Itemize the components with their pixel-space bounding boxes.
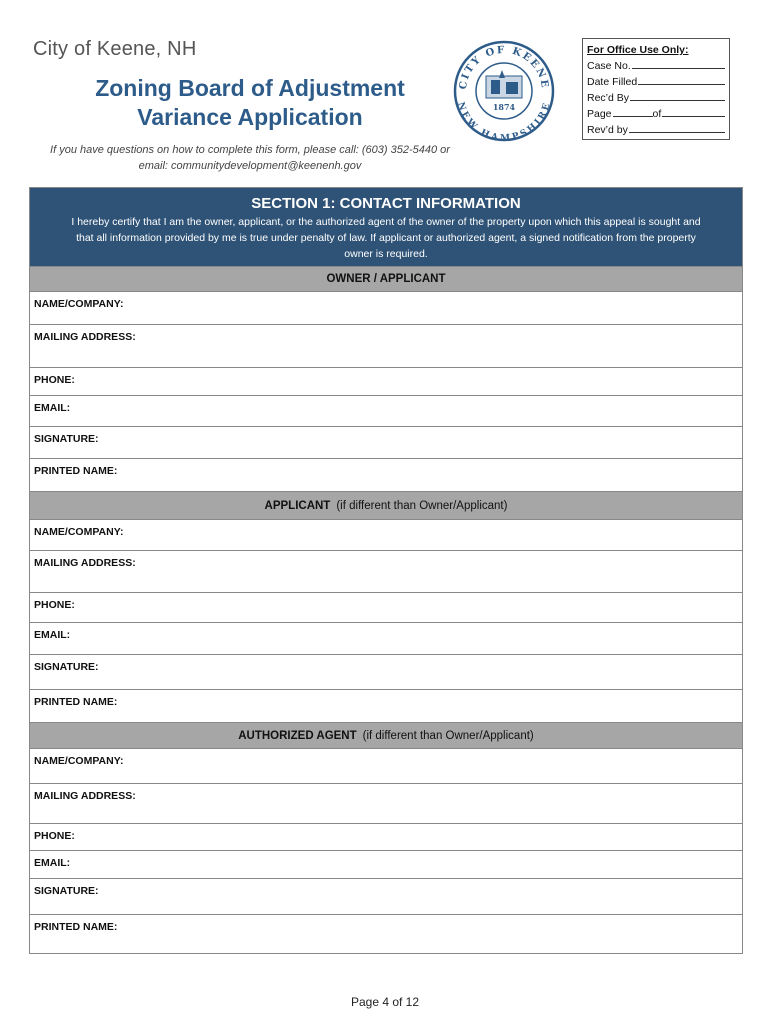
agent-email-field[interactable] [30, 850, 742, 878]
certification-line-3: owner is required. [344, 248, 428, 260]
form-title [40, 74, 460, 132]
owner-email-field[interactable] [30, 395, 742, 426]
page-label: Page [587, 108, 612, 120]
applicant-email-field[interactable] [30, 622, 742, 654]
field-label: NAME/COMPANY: [34, 755, 124, 767]
field-label: PRINTED NAME: [34, 921, 118, 933]
section-header [30, 188, 742, 266]
field-label: MAILING ADDRESS: [34, 790, 136, 802]
field-label: PHONE: [34, 599, 75, 611]
applicant-signature-field[interactable] [30, 654, 742, 689]
agent-signature-field[interactable] [30, 878, 742, 914]
owner-mailing-address-field[interactable] [30, 324, 742, 367]
help-text [30, 142, 470, 174]
certification-line-2: that all information provided by me is true under penalty of law. If applicant or authorized agent, a signed notification from the property [76, 232, 696, 244]
of-label: of [652, 108, 662, 120]
office-use-box [582, 38, 730, 140]
city-seal-logo [449, 40, 559, 142]
field-label: PHONE: [34, 830, 75, 842]
applicant-title: APPLICANT [264, 499, 331, 512]
case-no-label: Case No. [587, 60, 631, 72]
owner-applicant-header [30, 266, 742, 291]
certification-text [30, 214, 742, 262]
date-filled-label: Date Filled [587, 76, 638, 88]
applicant-header [30, 491, 742, 519]
seal-bottom-text: NEW HAMPSHIRE [455, 101, 553, 142]
owner-printed-name-field[interactable] [30, 458, 742, 491]
agent-mailing-address-field[interactable] [30, 783, 742, 823]
recd-by-line[interactable] [630, 90, 725, 101]
revd-by-label: Rev’d by [587, 124, 628, 136]
agent-printed-name-field[interactable] [30, 914, 742, 953]
applicant-mailing-address-field[interactable] [30, 550, 742, 592]
owner-signature-field[interactable] [30, 426, 742, 458]
authorized-agent-subtitle: (if different than Owner/Applicant) [362, 729, 534, 742]
field-label: MAILING ADDRESS: [34, 331, 136, 343]
seal-top-text: CITY OF KEENE [457, 44, 551, 91]
agent-name-company-field[interactable] [30, 748, 742, 783]
authorized-agent-header [30, 722, 742, 748]
contact-information-form [29, 187, 743, 954]
field-label: SIGNATURE: [34, 433, 99, 445]
field-label: SIGNATURE: [34, 661, 99, 673]
applicant-name-company-field[interactable] [30, 519, 742, 550]
case-no-line[interactable] [632, 58, 725, 69]
field-label: EMAIL: [34, 402, 71, 414]
page-number: Page 4 of 12 [350, 995, 420, 1009]
certification-line-1: I hereby certify that I am the owner, applicant, or the authorized agent of the owner of the property upon which this appeal is sought and [71, 216, 701, 228]
section-title: SECTION 1: CONTACT INFORMATION [251, 195, 521, 212]
applicant-phone-field[interactable] [30, 592, 742, 622]
recd-by-label: Rec’d By [587, 92, 630, 104]
field-label: NAME/COMPANY: [34, 298, 124, 310]
field-label: EMAIL: [34, 629, 71, 641]
field-label: EMAIL: [34, 857, 71, 869]
page-number-line[interactable] [613, 106, 653, 117]
applicant-subtitle: (if different than Owner/Applicant) [336, 499, 508, 512]
form-title-line-2: Variance Application [137, 104, 363, 130]
field-label: SIGNATURE: [34, 885, 99, 897]
field-label: NAME/COMPANY: [34, 526, 124, 538]
field-label: PRINTED NAME: [34, 696, 118, 708]
owner-applicant-title: OWNER / APPLICANT [326, 273, 446, 285]
owner-name-company-field[interactable] [30, 291, 742, 324]
field-label: PHONE: [34, 374, 75, 386]
help-text-line-1: If you have questions on how to complete this form, please call: (603) 352-5440 or [50, 144, 450, 156]
field-label: MAILING ADDRESS: [34, 557, 136, 569]
help-text-line-2: email: communitydevelopment@keenenh.gov [138, 160, 362, 172]
authorized-agent-title: AUTHORIZED AGENT [238, 729, 357, 742]
page-total-line[interactable] [662, 106, 725, 117]
city-name: City of Keene, NH [33, 38, 197, 60]
office-use-heading: For Office Use Only: [587, 44, 689, 56]
agent-phone-field[interactable] [30, 823, 742, 850]
owner-phone-field[interactable] [30, 367, 742, 395]
form-title-line-1: Zoning Board of Adjustment [95, 75, 405, 101]
seal-year: 1874 [492, 102, 516, 112]
applicant-printed-name-field[interactable] [30, 689, 742, 722]
revd-by-line[interactable] [629, 122, 725, 133]
field-label: PRINTED NAME: [34, 465, 118, 477]
date-filled-line[interactable] [638, 74, 725, 85]
